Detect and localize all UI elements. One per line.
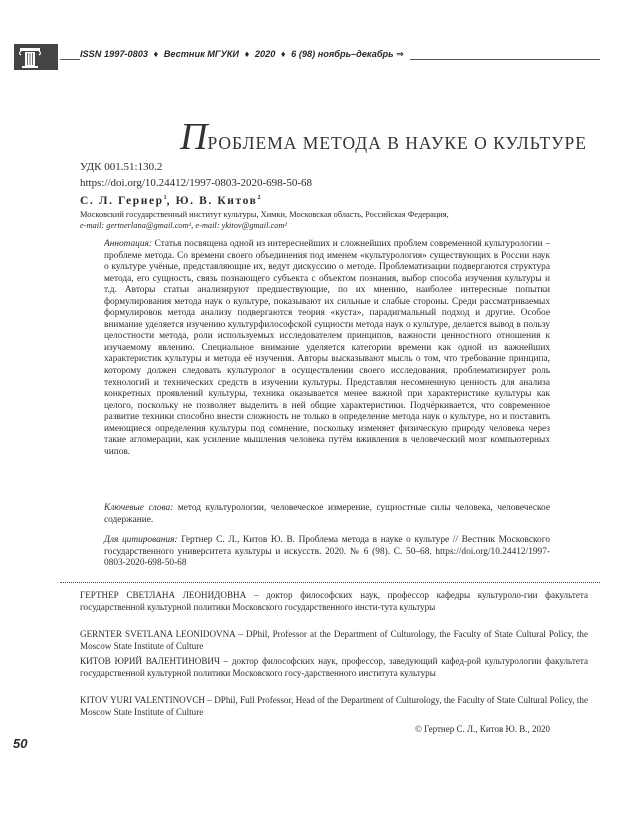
citation-text: Гертнер С. Л., Китов Ю. В. Проблема метода в науке о культуре // Вестник Московского государственного университета культуры и искусств. 2020. № 6 (98). С. 50–68. https://doi.org/10.24412/1997-0803-2020-698-50-68 <box>104 535 551 569</box>
page-number: 50 <box>13 736 28 751</box>
separator-icon: ♦ <box>244 49 250 59</box>
journal-name: Вестник МГУКИ <box>163 49 240 59</box>
journal-header <box>80 49 410 60</box>
separator-icon: ♦ <box>280 49 286 59</box>
journal-year: 2020 <box>254 49 276 59</box>
keywords <box>104 503 550 526</box>
author-emails: e-mail: gertnerlana@gmail.com¹, e-mail: ykitov@gmail.com² <box>80 221 287 230</box>
bio-kitov-en: KITOV YURI VALENTINOVCH – DPhil, Full Professor, Head of the Department of Culturology, the Faculty of State Cultural Policy, the Moscow State Institute of Culture <box>80 695 588 717</box>
abstract <box>104 239 550 458</box>
article-title <box>180 118 587 156</box>
abstract-text: Статья посвящена одной из интереснейших и сложнейших проблем современной культурологии – проблеме метода. Со времени своего объединения под именем «культурология» существующих в России наук о культуре учёные, представляющие их, ведут дискуссию о методе. Проблематизации подвергаются структура метода, его сущность, связь познающего субъекта с объектом познания, выбор способа изучения культуры и т.д. Авторы статьи анализируют предшествующие, по их мнению, наиболее интересные попытки формулирования метода наук о культуре, показывают их сильные и слабые стороны. Среди рассматриваемых формулировок метода анализу подвергаются теория «куста», парадигмальный подход и другие. Особое внимание уделяется изучению культурфилософской сущности метода наук о культуре, делается вывод в пользу целостности метода, роли используемых исследователем принципов, важности ценностного отношения к изучаемому явлению. Специальное внимание уделяется категории времени как одной из важнейших характеристик культуры и метода её изучения. Авторы высказывают мысль о том, что требование принципа, которому должен следовать культуролог в осуществлении своего исследования, проблематизирует роль технологий и технических средств в изучении культуры. Представляя несомненную ценность для анализа конкретных проявлений культуры, техника оказывается менее важной при характеристике культуры как целого, поскольку не позволяет выделить в ней общие характеристики. Подчёркивается, что современное развитие техники способно внести сложность не только в определение метода наук о культуре, но и поставить имеющиеся определения культуры под сомнение, поскольку изменяет физическую природу человека через такие агломерации, как усиление мышления человека путём вживления в человеческий мозг компьютерных чипов. <box>104 239 550 457</box>
doi-link[interactable]: https://doi.org/10.24412/1997-0803-2020-698-50-68 <box>80 177 313 189</box>
author-2-sup: 2 <box>257 195 261 202</box>
citation-label: Для цитирования: <box>104 535 178 545</box>
author-1-sup: 1 <box>163 195 167 202</box>
copyright: © Гертнер С. Л., Китов Ю. В., 2020 <box>415 724 550 734</box>
citation <box>104 535 550 570</box>
bio-gertner-en: GERNTER SVETLANA LEONIDOVNA – DPhil, Professor at the Department of Culturology, the Faculty of State Cultural Policy, the Moscow State Institute of Culture <box>80 629 588 651</box>
bio-kitov-ru: КИТОВ ЮРИЙ ВАЛЕНТИНОВИЧ – доктор философских наук, профессор, заведующий кафед-рой культурологии факультета государственной культурной политики Московского госу-дарственного института культуры <box>80 656 588 678</box>
abstract-label: Аннотация: <box>104 239 152 249</box>
authors <box>80 195 260 207</box>
next-page-arrow-icon: ⇒ <box>396 49 404 59</box>
section-divider <box>60 582 600 583</box>
journal-issue: 6 (98) ноябрь–декабрь <box>291 49 394 59</box>
separator-icon: ♦ <box>153 49 159 59</box>
author-1: С. Л. Гернер <box>80 195 164 207</box>
affiliation: Московский государственный институт культуры, Химки, Московская область, Российская Федерация, <box>80 210 449 219</box>
journal-logo-icon <box>14 42 58 72</box>
keywords-label: Ключевые слова: <box>104 503 174 513</box>
author-2: Ю. В. Китов <box>175 195 258 207</box>
title-initial: П <box>180 116 208 158</box>
bio-gertner-ru: ГЕРТНЕР СВЕТЛАНА ЛЕОНИДОВНА – доктор философских наук, профессор кафедры культуроло-гии факультета государственной культурной политики Московского государственного инсти-тута культуры <box>80 590 588 612</box>
udk: УДК 001.51:130.2 <box>80 161 163 173</box>
title-rest: РОБЛЕМА МЕТОДА В НАУКЕ О КУЛЬТУРЕ <box>207 133 587 153</box>
keywords-text: метод культурологии, человеческое измерение, сущностные силы человека, человеческое содержание. <box>104 503 550 525</box>
author-separator: , <box>166 195 172 207</box>
issn: ISSN 1997-0803 <box>80 49 148 59</box>
affiliation-block <box>80 209 600 231</box>
